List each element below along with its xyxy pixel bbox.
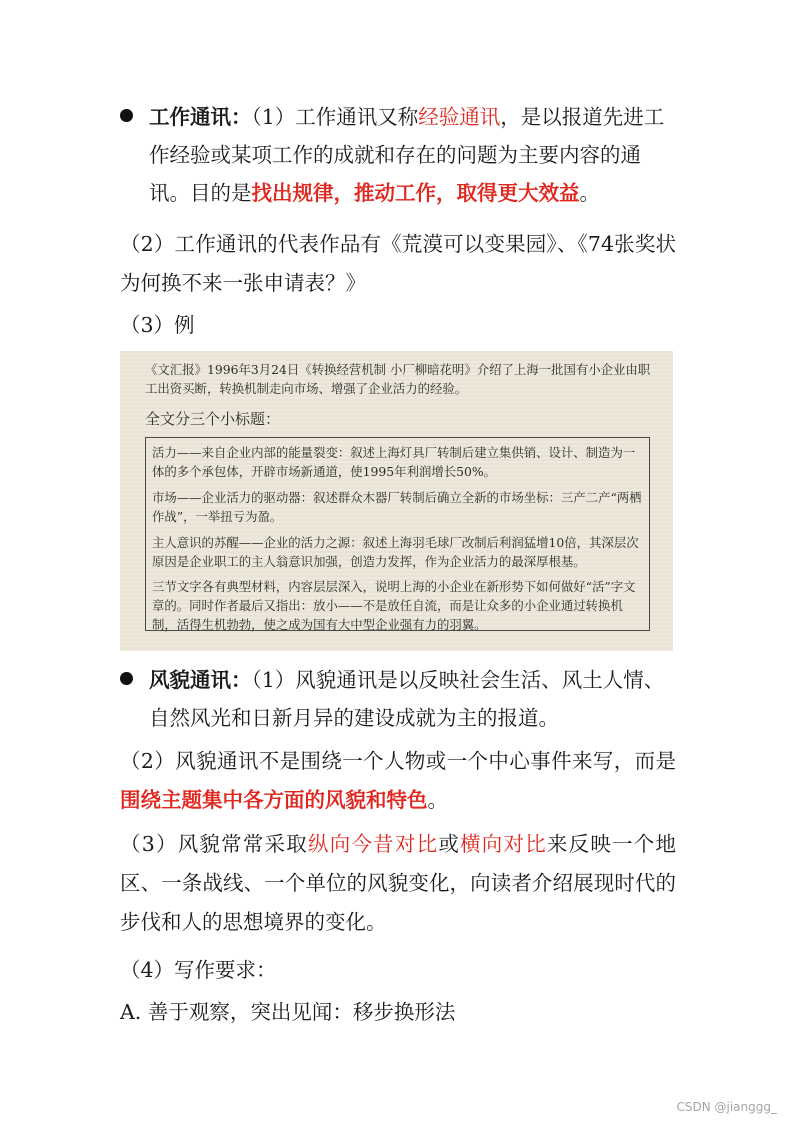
- bullet-work-newsletter: [120, 98, 676, 212]
- work-newsletter-p3: （3）例: [120, 313, 195, 337]
- figure-intro: 《文汇报》1996年3月24日《转换经营机制 小厂柳暗花明》介绍了上海一批国有小企业由职工出资买断，转换机制走向市场、增强了企业活力的经验。: [145, 362, 651, 396]
- scene-newsletter-p2: （2）风貌通讯不是围绕一个人物或一个中心事件来写，而是围绕主题集中各方面的风貌和特色。: [120, 749, 676, 812]
- scene-newsletter-p3: （3）风貌常常采取纵向今昔对比或横向对比来反映一个地区、一条战线、一个单位的风貌变化，向读者介绍展现时代的步伐和人的思想境界的变化。: [120, 832, 677, 934]
- scene-newsletter-p4: （4）写作要求：: [120, 958, 277, 982]
- term-experience-newsletter: 经验通讯: [418, 105, 501, 129]
- work-newsletter-p1: 工作通讯：（1）工作通讯又称经验通讯，是以报道先进工作经验或某项工作的成就和存在的问题为主要内容的通讯。目的是找出规律，推动工作，取得更大效益。: [149, 105, 665, 205]
- bullet-icon: [120, 672, 133, 685]
- csdn-watermark: CSDN @jianggg_: [676, 1100, 777, 1114]
- scene-highlight: 围绕主题集中各方面的风貌和特色: [120, 788, 428, 812]
- purpose-highlight: 找出规律，推动工作，取得更大效益: [251, 181, 580, 205]
- figure-item-4: 三节文字各有典型材料，内容层层深入，说明上海的小企业在新形势下如何做好“活”字文章的。同时作者最后又指出：放小——不是放任自流，而是让众多的小企业通过转换机制，活得生机勃勃，使之成为国有大中型企业强有力的羽翼。: [152, 579, 636, 632]
- work-newsletter-p2: （2）工作通讯的代表作品有《荒漠可以变果园》、《74张奖状为何换不来一张申请表？》: [120, 232, 676, 295]
- bullet-scene-newsletter: [120, 661, 676, 737]
- term-vertical-contrast: 纵向今昔对比: [308, 832, 439, 856]
- heading-scene-newsletter: 风貌通讯：: [149, 668, 252, 692]
- heading-work-newsletter: 工作通讯：: [149, 105, 252, 129]
- figure-item-1: 活力——来自企业内部的能量裂变：叙述上海灯具厂转制后建立集供销、设计、制造为一体的多个承包体，开辟市场新通道，使1995年利润增长50%。: [152, 445, 636, 479]
- figure-item-2: 市场——企业活力的驱动器：叙述群众木器厂转制后确立全新的市场坐标：三产二产“两栖作战”，一举扭亏为盈。: [152, 490, 642, 524]
- figure-subtitle: 全文分三个小标题：: [145, 410, 281, 428]
- bullet-icon: [120, 109, 133, 122]
- scene-newsletter-p1: 风貌通讯：（1）风貌通讯是以反映社会生活、风土人情、自然风光和日新月异的建设成就为主的报道。: [149, 668, 665, 730]
- term-horizontal-contrast: 横向对比: [460, 832, 547, 856]
- example-figure: [120, 351, 673, 651]
- figure-box: [145, 437, 650, 631]
- figure-item-3: 主人意识的苏醒——企业的活力之源：叙述上海羽毛球厂改制后利润猛增10倍，其深层次原因是企业职工的主人翁意识加强，创造力发挥，作为企业活力的最深厚根基。: [152, 535, 639, 569]
- scene-newsletter-p5: A. 善于观察，突出见闻：移步换形法: [120, 1000, 456, 1024]
